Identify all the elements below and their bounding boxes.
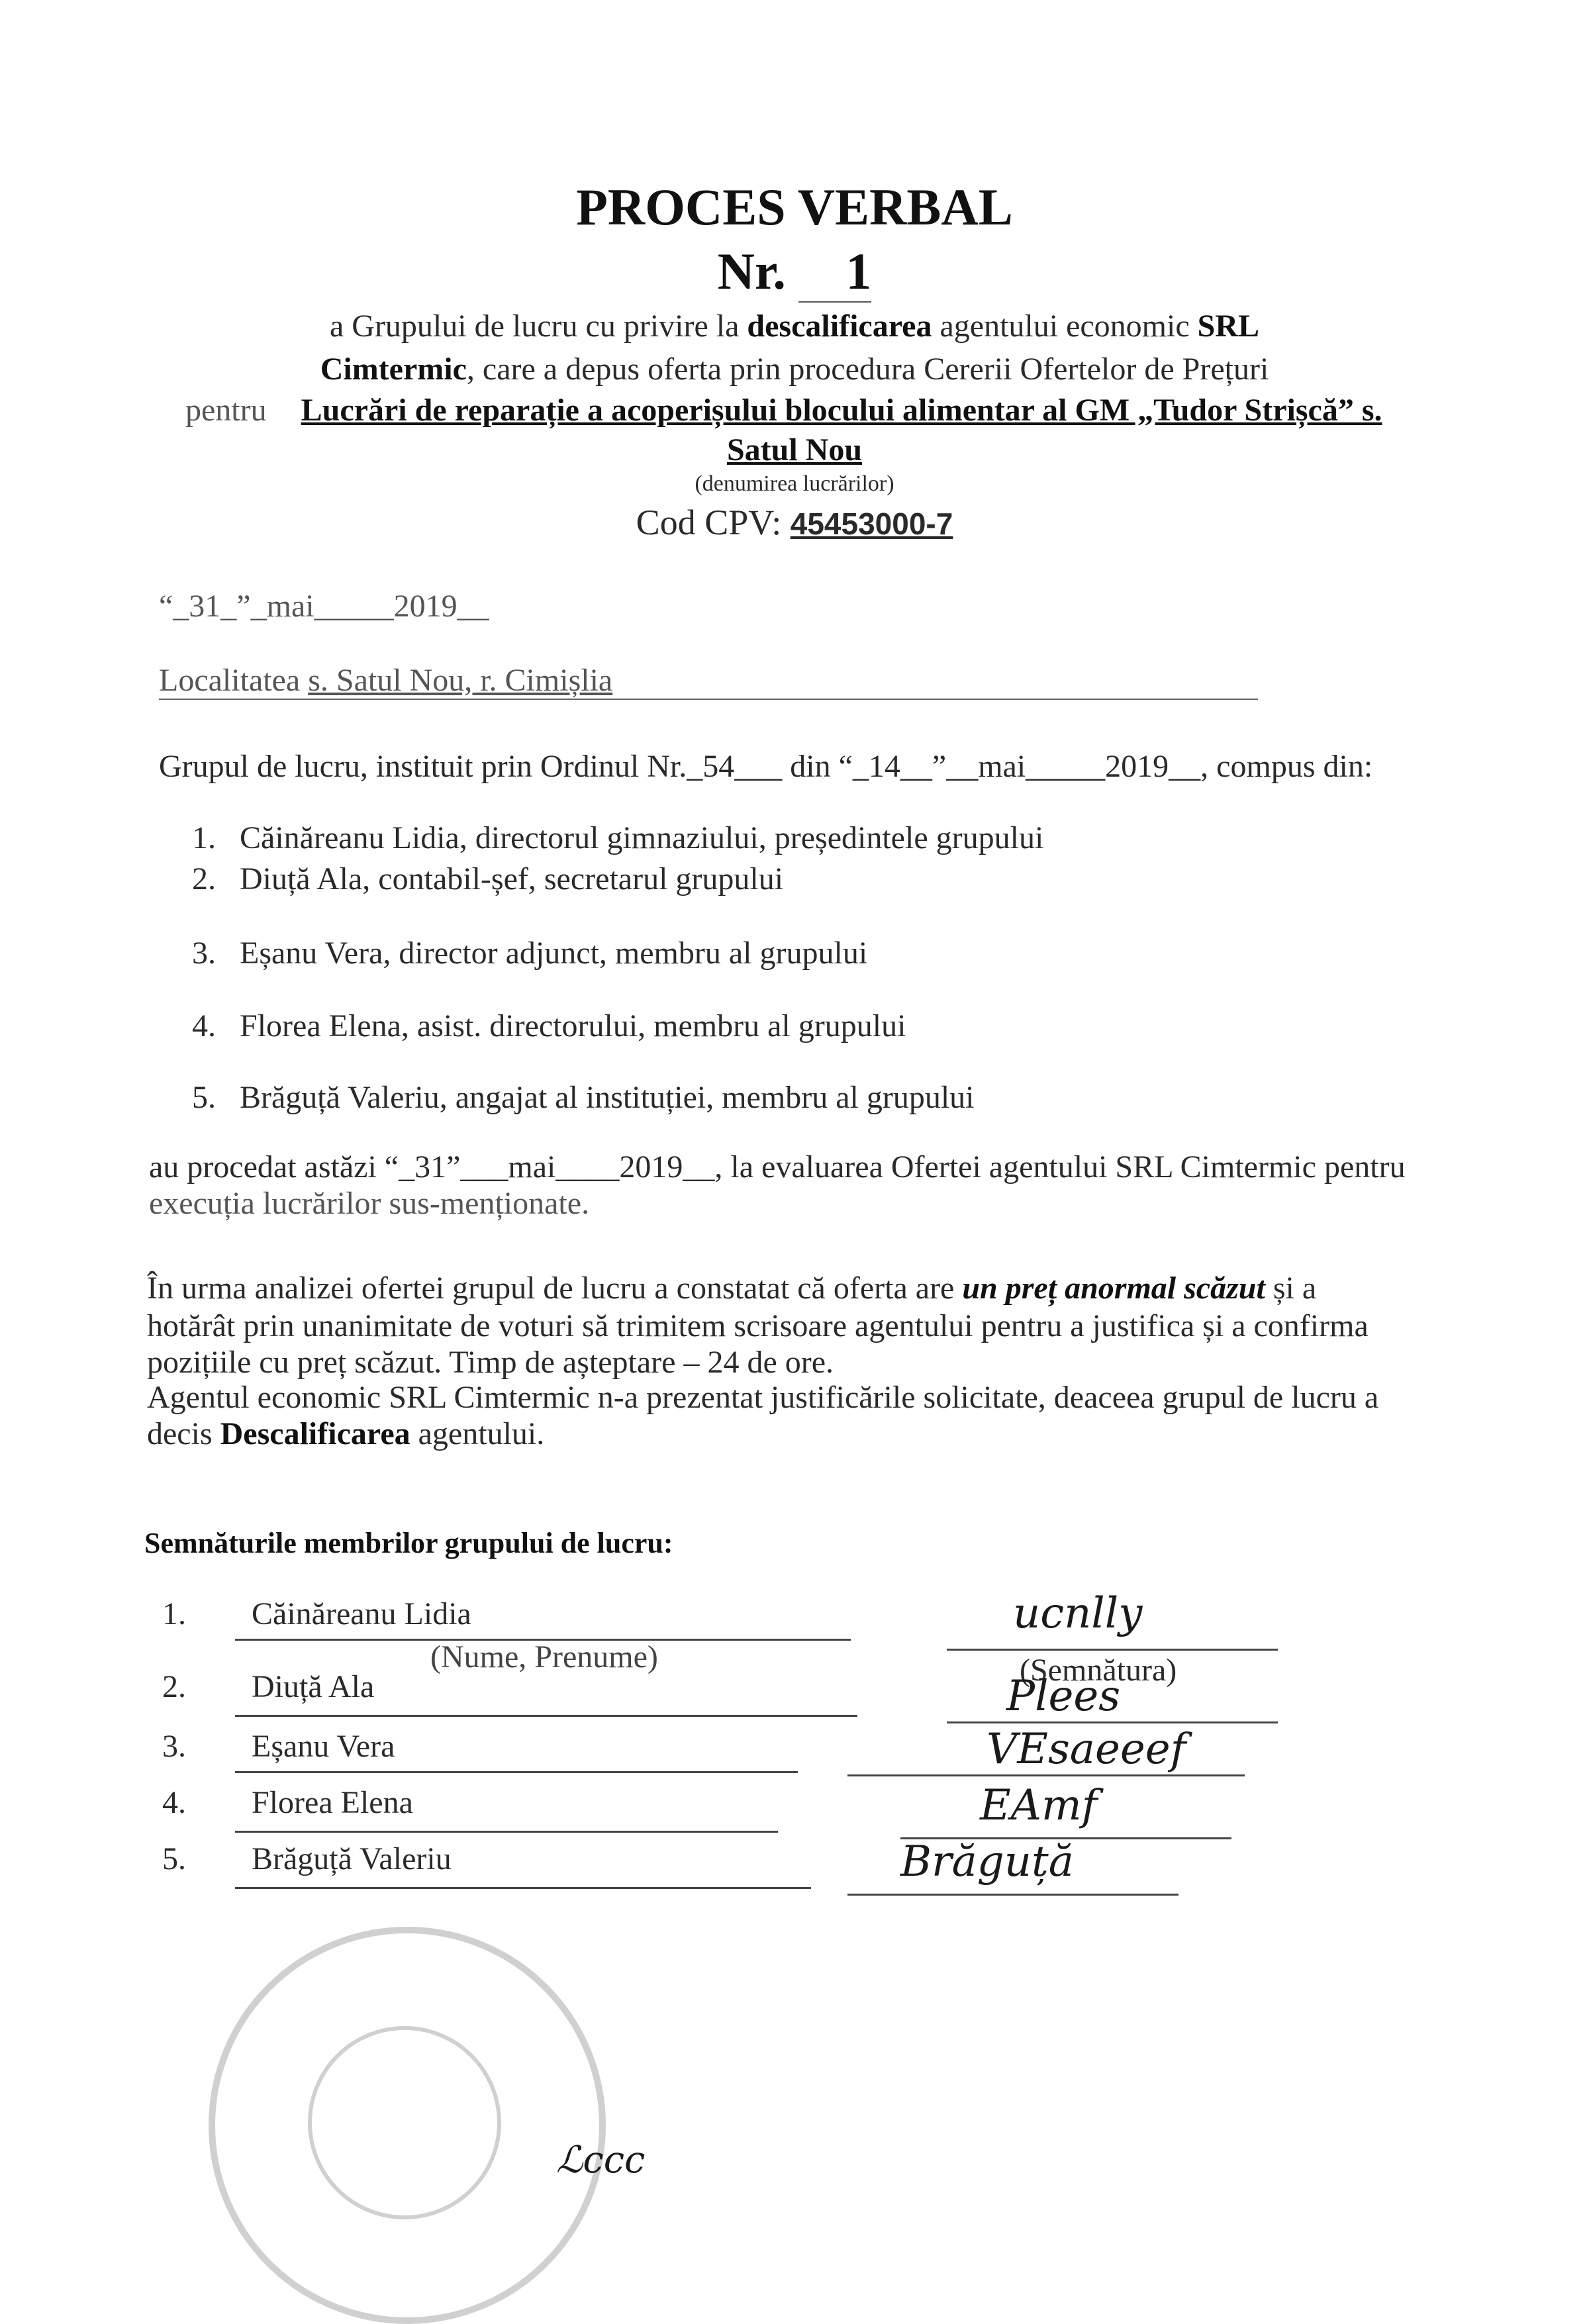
intro-line-1 [0,308,1589,344]
procedure-line-1: au procedat astăzi “_31”___mai____2019__, la evaluarea Ofertei agentului SRL Cimtermic pentru [149,1149,1406,1185]
signatory-name: Căinăreanu Lidia [252,1596,471,1631]
analysis-line-2: hotărât prin unanimitate de voturi să trimitem scrisoare agentului pentru a justifica și a confirma [147,1308,1369,1343]
member-text: Eșanu Vera, director adjunct, membru al grupului [240,936,868,971]
member-text: Căinăreanu Lidia, directorul gimnaziului, președintele grupului [240,820,1044,855]
bold-text: SRL [1197,309,1260,344]
member-5: 5. Brăguță Valeriu, angajat al instituției, membru al grupului [192,1080,975,1115]
signatory-number: 4. [162,1785,186,1820]
bold-text: descalificarea [747,309,932,344]
analysis-line-3: pozițiile cu preț scăzut. Timp de așteptare – 24 de ore. [147,1345,834,1380]
emphasis-text: un preț anormal scăzut [962,1271,1265,1306]
locality-value: s. Satul Nou, r. Cimișlia [308,663,613,698]
bold-text: Cimtermic [320,352,467,387]
handwritten-signature: Brăguță [900,1837,1074,1886]
number-value: 1 [798,242,871,303]
analysis-line-4: Agentul economic SRL Cimtermic n-a prezentat justificările solicitate, deaceea grupul de lucru a [147,1380,1379,1415]
cpv-line [0,502,1589,543]
document-date: “_31_”_mai_____2019__ [159,589,489,624]
text: pentru [185,393,267,428]
name-line [235,1771,798,1773]
name-line [235,1887,811,1889]
name-caption: (Nume, Prenume) [430,1639,658,1674]
text: a Grupului de lucru cu privire la [329,309,747,344]
name-line [235,1831,778,1833]
member-1: 1. Căinăreanu Lidia, directorul gimnaziului, președintele grupului [192,820,1044,855]
name-line [235,1715,857,1717]
signatures-heading: Semnăturile membrilor grupului de lucru: [144,1527,673,1559]
signatory-name: Brăguță Valeriu [252,1841,452,1876]
number-label: Nr. [717,242,786,300]
handwritten-signature: EAmf [980,1781,1098,1830]
signature-line [847,1894,1179,1896]
handwritten-signature: ucnlly [1013,1589,1143,1638]
member-text: Florea Elena, asist. directorului, membru al grupului [240,1008,906,1043]
locality-line [159,662,1258,700]
text: În urma analizei ofertei grupul de lucru a constatat că oferta are [147,1271,963,1306]
member-3: 3. Eșanu Vera, director adjunct, membru al grupului [192,936,868,971]
text: decis [147,1416,220,1451]
works-name-2: Satul Nou [726,432,863,467]
signatory-number: 2. [162,1669,186,1704]
signatory-number: 3. [162,1729,186,1764]
bold-text: Descalificarea [220,1416,410,1451]
locality-label: Localitatea [159,663,301,698]
cpv-code: 45453000-7 [790,507,953,541]
signature-line [947,1721,1278,1723]
text: , care a depus oferta prin procedura Cererii Ofertelor de Prețuri [466,352,1269,387]
document-title: PROCES VERBAL [576,178,1013,236]
member-text: Brăguță Valeriu, angajat al instituției, membru al grupului [240,1080,975,1115]
intro-line-3 [185,392,1382,428]
member-text: Diuță Ala, contabil-șef, secretarul grupului [240,861,784,896]
signature-caption: (Semnătura) [1020,1653,1177,1688]
signatory-name: Eșanu Vera [252,1729,395,1764]
member-2: 2. Diuță Ala, contabil-șef, secretarul grupului [192,861,784,896]
text: agentului. [410,1416,545,1451]
member-4: 4. Florea Elena, asist. directorului, membru al grupului [192,1008,906,1043]
stamp-inner-ring [308,2026,501,2219]
handwritten-signature: Plees [1006,1672,1121,1721]
signatory-number: 1. [162,1596,186,1631]
signature-line [847,1774,1245,1776]
analysis-line-5 [147,1416,544,1452]
signatory-name: Florea Elena [252,1785,413,1820]
document-number [0,242,1589,303]
signature-line [947,1649,1278,1651]
signatory-number: 5. [162,1841,186,1876]
official-stamp [209,1927,606,2324]
analysis-line-1 [147,1270,1316,1306]
handwritten-signature: VEsaeeef [987,1725,1186,1774]
works-caption: (denumirea lucrărilor) [695,471,894,496]
works-name: Lucrări de reparație a acoperișului blocului alimentar al GM „Tudor Strișcă” s. [301,393,1382,428]
stamp-signature: ℒccc [556,2139,646,2182]
cpv-label: Cod CPV: [636,503,782,542]
procedure-line-2: execuția lucrărilor sus-menționate. [149,1186,590,1221]
text: și a [1265,1271,1317,1306]
text: agentului economic [932,309,1198,344]
group-order-line: Grupul de lucru, instituit prin Ordinul Nr._54___ din “_14__”__mai_____2019__, compus din: [159,749,1373,784]
signatory-name: Diuță Ala [252,1669,375,1704]
intro-line-2 [0,351,1589,387]
